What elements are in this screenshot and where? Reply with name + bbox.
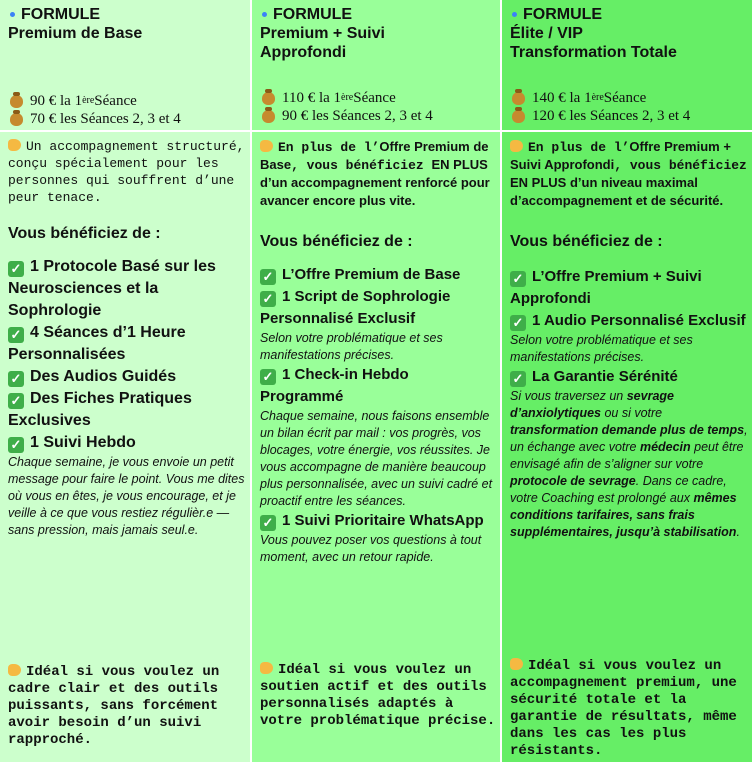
pointing-hand-icon	[8, 139, 21, 151]
note-strong: sevrage d’anxiolytiques	[510, 389, 674, 420]
price-next: 90 € les Séances 2, 3 et 4	[282, 108, 433, 124]
benefit-note: Selon votre problématique et ses manifestations précises.	[510, 333, 693, 364]
money-bag-icon	[10, 95, 23, 108]
check-box-icon: ✓	[8, 261, 24, 277]
intro-part: , vous bénéficiez	[291, 158, 432, 173]
money-bag-icon	[512, 92, 525, 105]
check-box-icon: ✓	[510, 315, 526, 331]
benefit-item	[8, 256, 246, 322]
price-next: 70 € les Séances 2, 3 et 4	[30, 111, 181, 127]
note-text: peut être envisagé afin de s’aligner sur votre	[510, 440, 744, 471]
blue-dot-icon	[512, 12, 517, 17]
ideal-text	[510, 658, 748, 760]
blue-dot-icon	[262, 12, 267, 17]
benefit-label: Des Fiches Pratiques Exclusives	[8, 390, 192, 429]
check-box-icon: ✓	[8, 393, 24, 409]
divider	[252, 130, 500, 132]
benefit-item	[8, 388, 246, 432]
benefit-item	[260, 510, 496, 532]
intro-strong: EN PLUS	[431, 157, 488, 172]
check-box-icon: ✓	[8, 327, 24, 343]
prices	[512, 89, 690, 125]
benefit-item	[8, 322, 246, 366]
benefits-heading: Vous bénéficiez de :	[8, 225, 161, 242]
check-box-icon: ✓	[8, 371, 24, 387]
check-box-icon: ✓	[260, 269, 276, 285]
intro-part: d’un accompagnement renforcé pour avancer encore plus vite.	[260, 175, 490, 208]
pointing-hand-icon	[510, 140, 523, 152]
prices	[10, 92, 181, 128]
benefit-label: 1 Suivi Hebdo	[30, 434, 136, 451]
note-text: . Dans ce cadre, votre Coaching est prolongé aux	[510, 474, 727, 505]
note-text: .	[736, 525, 740, 539]
intro-content: Un accompagnement structuré, conçu spécialement pour les personnes qui souffrent d’une peur tenace.	[8, 139, 245, 205]
benefit-note: Selon votre problématique et ses manifestations précises.	[260, 331, 443, 362]
price-first: 110 € la 1	[282, 90, 342, 106]
column-premium-suivi	[252, 0, 500, 762]
column-header	[0, 0, 250, 128]
plan-title: Premium de Base	[8, 25, 143, 42]
price-sup: ère	[591, 92, 604, 103]
price-first: 140 € la 1	[532, 90, 592, 106]
check-box-icon: ✓	[510, 271, 526, 287]
benefit-note: Chaque semaine, je vous envoie un petit message pour faire le point. Vous me dites où vous en êtes, je vous encourage, et je veille à ce que vous restiez régulièr.e — sans pression, mais jamais seul.e.	[8, 455, 245, 537]
note-text: Si vous traversez un	[510, 389, 627, 403]
column-elite-vip	[502, 0, 752, 762]
intro-part: En plus de l’	[278, 140, 380, 155]
benefit-item	[260, 264, 496, 286]
benefits-heading: Vous bénéficiez de :	[510, 233, 663, 250]
money-bag-icon	[512, 110, 525, 123]
price-first-tail: Séance	[94, 93, 137, 109]
intro-strong: Offre Premium de Base	[260, 139, 489, 172]
benefit-label: Des Audios Guidés	[30, 368, 177, 385]
column-premium-base	[0, 0, 250, 762]
ideal-text	[260, 662, 496, 730]
money-bag-icon	[262, 92, 275, 105]
benefit-item	[260, 286, 496, 330]
benefit-label: 1 Protocole Basé sur les Neurosciences et la Sophrologie	[8, 258, 216, 319]
divider	[0, 130, 250, 132]
price-first: 90 € la 1	[30, 93, 83, 109]
pointing-hand-icon	[260, 140, 273, 152]
benefit-label: L’Offre Premium + Suivi Approfondi	[510, 268, 702, 307]
benefit-item	[8, 366, 246, 388]
intro-strong: EN PLUS	[510, 175, 567, 190]
price-sup: ère	[82, 95, 95, 106]
formule-label: FORMULE	[21, 6, 101, 23]
price-next: 120 € les Séances 2, 3 et 4	[532, 108, 691, 124]
ideal-content: Idéal si vous voulez un soutien actif et des outils personnalisés adaptés à votre problématique précise.	[260, 662, 496, 729]
ideal-content: Idéal si vous voulez un cadre clair et des outils puissants, sans forcément avoir besoin d’un suivi rapproché.	[8, 664, 220, 748]
plan-title: Transformation Totale	[510, 44, 677, 61]
benefit-note: Vous pouvez poser vos questions à tout moment, avec un retour rapide.	[260, 533, 482, 564]
benefit-label: La Garantie Sérénité	[532, 368, 678, 385]
intro-strong: Offre Premium + Suivi Approfondi	[510, 139, 731, 172]
intro-text	[8, 138, 246, 206]
note-strong: médecin	[639, 440, 691, 454]
benefit-item	[510, 310, 748, 332]
intro-part: En plus de l’	[528, 140, 630, 155]
formule-label: FORMULE	[273, 6, 353, 23]
prices	[262, 89, 433, 125]
column-header	[252, 0, 500, 128]
benefits-heading: Vous bénéficiez de :	[260, 233, 413, 250]
pointing-hand-icon	[260, 662, 273, 674]
benefit-label: 1 Script de Sophrologie Personnalisé Exclusif	[260, 288, 451, 327]
price-first-tail: Séance	[353, 90, 396, 106]
note-strong: transformation demande plus de temps	[510, 423, 745, 437]
check-box-icon: ✓	[8, 437, 24, 453]
price-first-tail: Séance	[603, 90, 647, 106]
check-box-icon: ✓	[260, 515, 276, 531]
intro-text	[510, 138, 748, 210]
plan-title: Élite / VIP	[510, 25, 583, 42]
plan-title: Premium + Suivi	[260, 25, 385, 42]
benefit-label: 4 Séances d’1 Heure Personnalisées	[8, 324, 186, 363]
plan-title: Approfondi	[260, 44, 347, 61]
money-bag-icon	[10, 113, 23, 126]
check-box-icon: ✓	[510, 371, 526, 387]
intro-text	[260, 138, 496, 210]
note-strong: mêmes conditions tarifaires, sans frais supplémentaires, jusqu’à stabilisation	[510, 491, 737, 539]
benefit-item	[510, 366, 748, 388]
check-box-icon: ✓	[260, 291, 276, 307]
formule-label: FORMULE	[523, 6, 603, 23]
benefit-item	[510, 266, 748, 310]
price-sup: ère	[341, 92, 354, 103]
benefit-label: 1 Suivi Prioritaire WhatsApp	[282, 512, 484, 529]
benefit-label: 1 Check-in Hebdo Programmé	[260, 366, 409, 405]
intro-part: d’un niveau maximal d’accompagnement et de sécurité.	[510, 175, 724, 208]
check-box-icon: ✓	[260, 369, 276, 385]
benefit-label: L’Offre Premium de Base	[282, 266, 461, 283]
ideal-content: Idéal si vous voulez un accompagnement premium, une sécurité totale et la garantie de résultats, même dans les cas les plus résistants.	[510, 658, 737, 759]
guarantee-note	[510, 388, 748, 541]
pointing-hand-icon	[510, 658, 523, 670]
note-text: ou si votre	[601, 406, 663, 420]
ideal-text	[8, 664, 246, 749]
divider	[502, 130, 752, 132]
note-text: , un échange avec votre	[510, 423, 748, 454]
note-strong: protocole de sevrage	[510, 474, 636, 488]
benefit-note: Chaque semaine, nous faisons ensemble un bilan écrit par mail : vos progrès, vos blocages, votre énergie, vos réussites. Je vous accompagne de manière beaucoup plus personnalisée, avec un suivi cadré et proactif entre les séances.	[260, 409, 493, 508]
column-header	[502, 0, 752, 128]
money-bag-icon	[262, 110, 275, 123]
benefit-item	[8, 432, 246, 454]
intro-part: , vous bénéficiez	[614, 158, 747, 173]
benefit-item	[260, 364, 496, 408]
pointing-hand-icon	[8, 664, 21, 676]
benefit-label: 1 Audio Personnalisé Exclusif	[532, 312, 746, 329]
blue-dot-icon	[10, 12, 15, 17]
